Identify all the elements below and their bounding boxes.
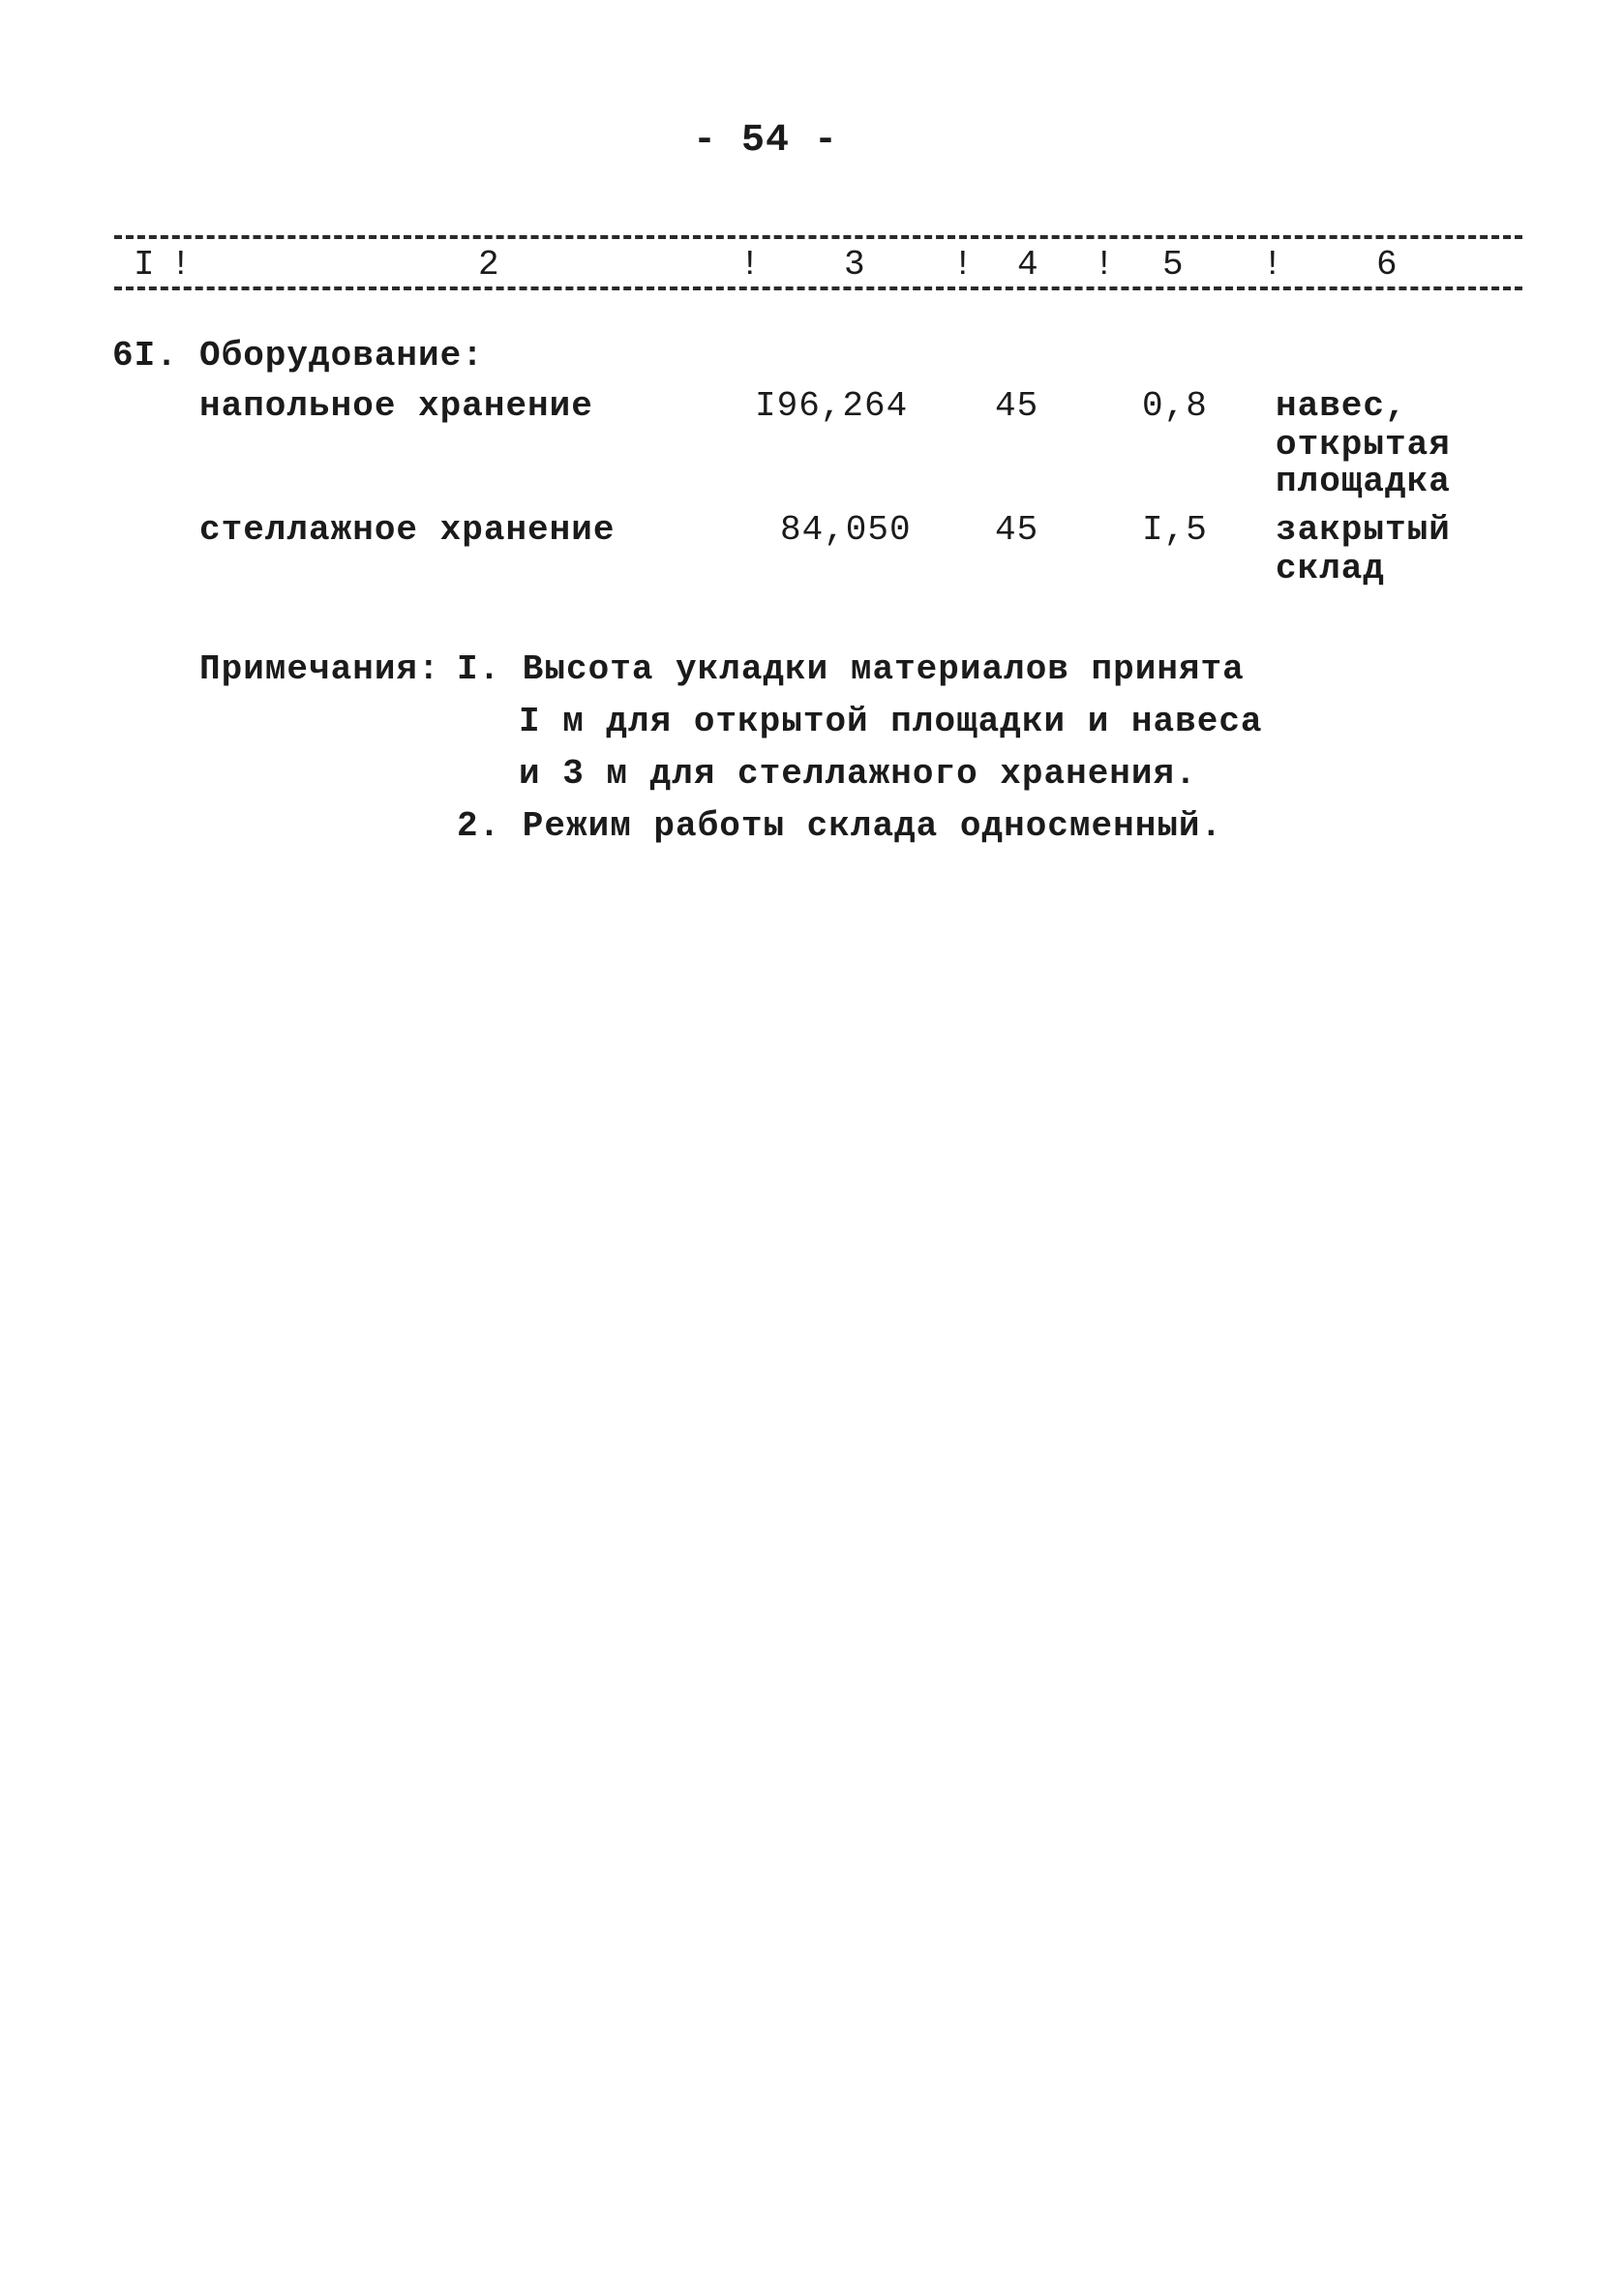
row-value-col6-line: площадка [1276,462,1451,501]
row-value-col6-line: открытая [1276,425,1451,465]
row-value-col4: 45 [995,386,1039,426]
row-value-col6-line: навес, [1276,386,1407,426]
row-value-col6-line: склад [1276,549,1386,588]
row-value-col5: I,5 [1142,510,1208,550]
row-value-col6-line: закрытый [1276,510,1451,550]
table-header-col-4: 4 [1017,245,1039,285]
table-header-separator: ! [952,245,975,285]
table-header-col-1: I [134,245,156,285]
row-value-col3: I96,264 [755,386,909,426]
section-title: Оборудование: [199,336,484,376]
row-name: напольное хранение [199,386,593,426]
table-header-separator: ! [170,245,193,285]
table-header-col-5: 5 [1162,245,1185,285]
row-name: стеллажное хранение [199,510,616,550]
note-line: I м для открытой площадки и навеса [519,702,1263,741]
row-value-col4: 45 [995,510,1039,550]
table-header-col-6: 6 [1376,245,1398,285]
table-header-col-3: 3 [844,245,866,285]
notes-label: Примечания: [199,649,440,689]
page-number: - 54 - [693,119,839,163]
row-value-col5: 0,8 [1142,386,1208,426]
table-header-separator: ! [1094,245,1116,285]
table-header-separator: ! [1262,245,1284,285]
note-line: и 3 м для стеллажного хранения. [519,754,1197,794]
table-header-separator: ! [739,245,762,285]
note-line: I. Высота укладки материалов принята [457,649,1245,689]
table-header-col-2: 2 [478,245,500,285]
table-header-bottom-rule [114,286,1522,290]
table-header-top-rule [114,235,1522,239]
row-value-col3: 84,050 [780,510,912,550]
note-line: 2. Режим работы склада односменный. [457,806,1223,846]
section-number: 6I. [112,336,178,376]
